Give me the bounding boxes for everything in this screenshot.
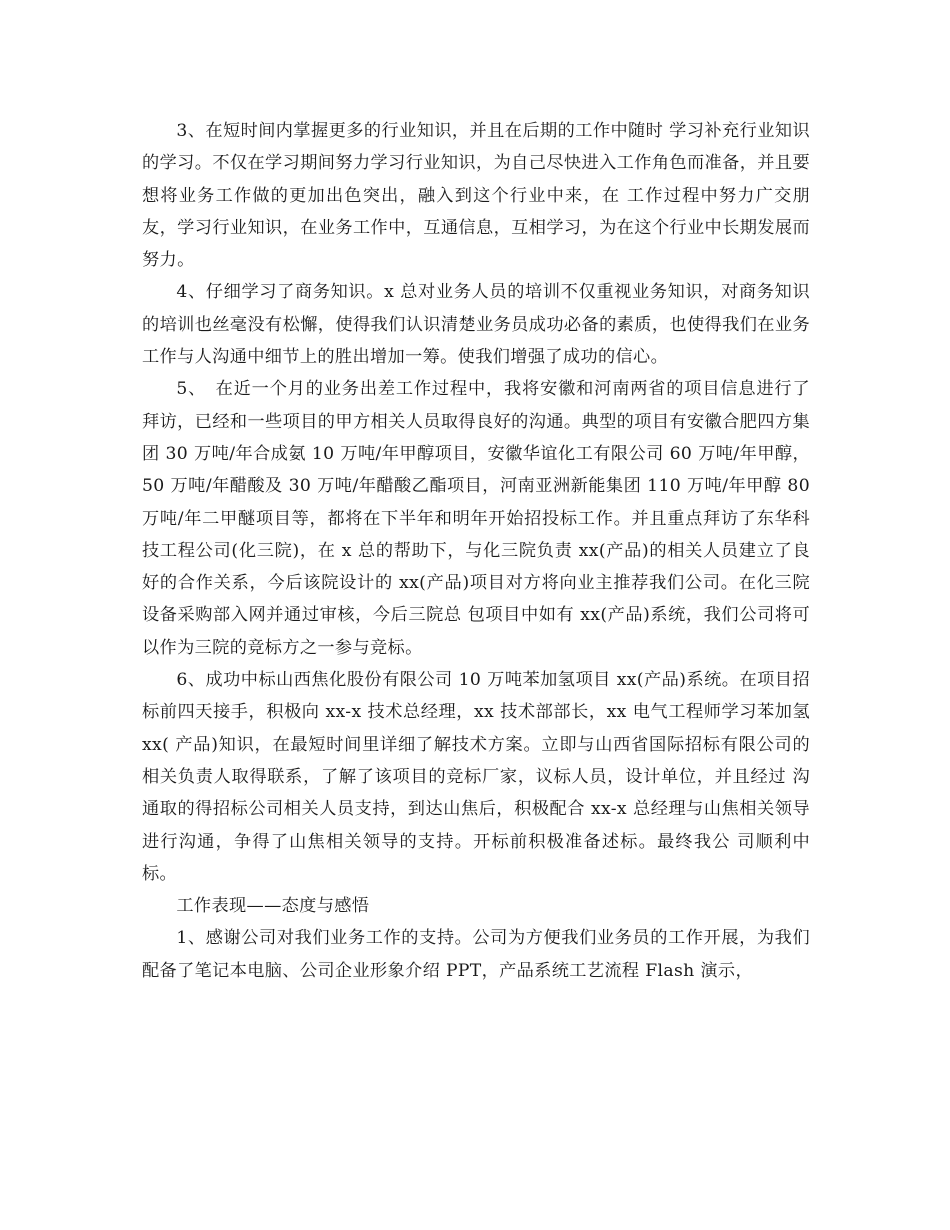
document-body xyxy=(142,115,810,987)
paragraph-industry-knowledge: 3、在短时间内掌握更多的行业知识，并且在后期的工作中随时 学习补充行业知识的学习。不仅在学习期间努力学习行业知识，为自己尽快进入工作角色而准备，并且要想将业务工作做的更加出色突出，融入到这个行业中来，在 工作过程中努力广交朋友，学习行业知识，在业务工作中，互通信息，互相学习，为在这个行业中长期发展而努力。 xyxy=(142,121,810,271)
section-heading: 工作表现——态度与感悟 xyxy=(176,896,370,917)
paragraph-bid-success: 6、成功中标山西焦化股份有限公司 10 万吨苯加氢项目 xx(产品)系统。在项目招标前四天接手，积极向 xx-x 技术总经理，xx 技术部部长，xx 电气工程师学习苯加氢 xx( 产品)知识，在最短时间里详细了解技术方案。立即与山西省国际招标有限公司的相关负责人取得联系，了解了该项目的竞标厂家，议标人员，设计单位，并且经过 沟通取的得招标公司相关人员支持，到达山焦后，积极配合 xx-x 总经理与山焦相关领导进行沟通，争得了山焦相关领导的支持。开标前积极准备述标。最终我公 司顺利中标。 xyxy=(142,670,810,884)
paragraph-business-knowledge: 4、仔细学习了商务知识。x 总对业务人员的培训不仅重视业务知识，对商务知识的培训也丝毫没有松懈，使得我们认识清楚业务员成功必备的素质，也使得我们在业务工作与人沟通中细节上的胜出增加一筹。使我们增强了成功的信心。 xyxy=(142,282,810,368)
paragraph-company-support: 1、感谢公司对我们业务工作的支持。公司为方便我们业务员的工作开展，为我们配备了笔记本电脑、公司企业形象介绍 PPT，产品系统工艺流程 Flash 演示， xyxy=(142,928,810,981)
paragraph-business-trip: 5、 在近一个月的业务出差工作过程中，我将安徽和河南两省的项目信息进行了拜访，已经和一些项目的甲方相关人员取得良好的沟通。典型的项目有安徽合肥四方集团 30 万吨/年合成氨 10 万吨/年甲醇项目，安徽华谊化工有限公司 60 万吨/年甲醇，50 万吨/年醋酸及 30 万吨/年醋酸乙酯项目，河南亚洲新能集团 110 万吨/年甲醇 80 万吨/年二甲醚项目等，都将在下半年和明年开始招投标工作。并且重点拜访了东华科技工程公司(化三院)，在 x 总的帮助下，与化三院负责 xx(产品)的相关人员建立了良好的合作关系，今后该院设计的 xx(产品)项目对方将向业主推荐我们公司。在化三院设备采购部入网并通过审核，今后三院总 包项目中如有 xx(产品)系统，我们公司将可以作为三院的竞标方之一参与竞标。 xyxy=(142,379,810,658)
